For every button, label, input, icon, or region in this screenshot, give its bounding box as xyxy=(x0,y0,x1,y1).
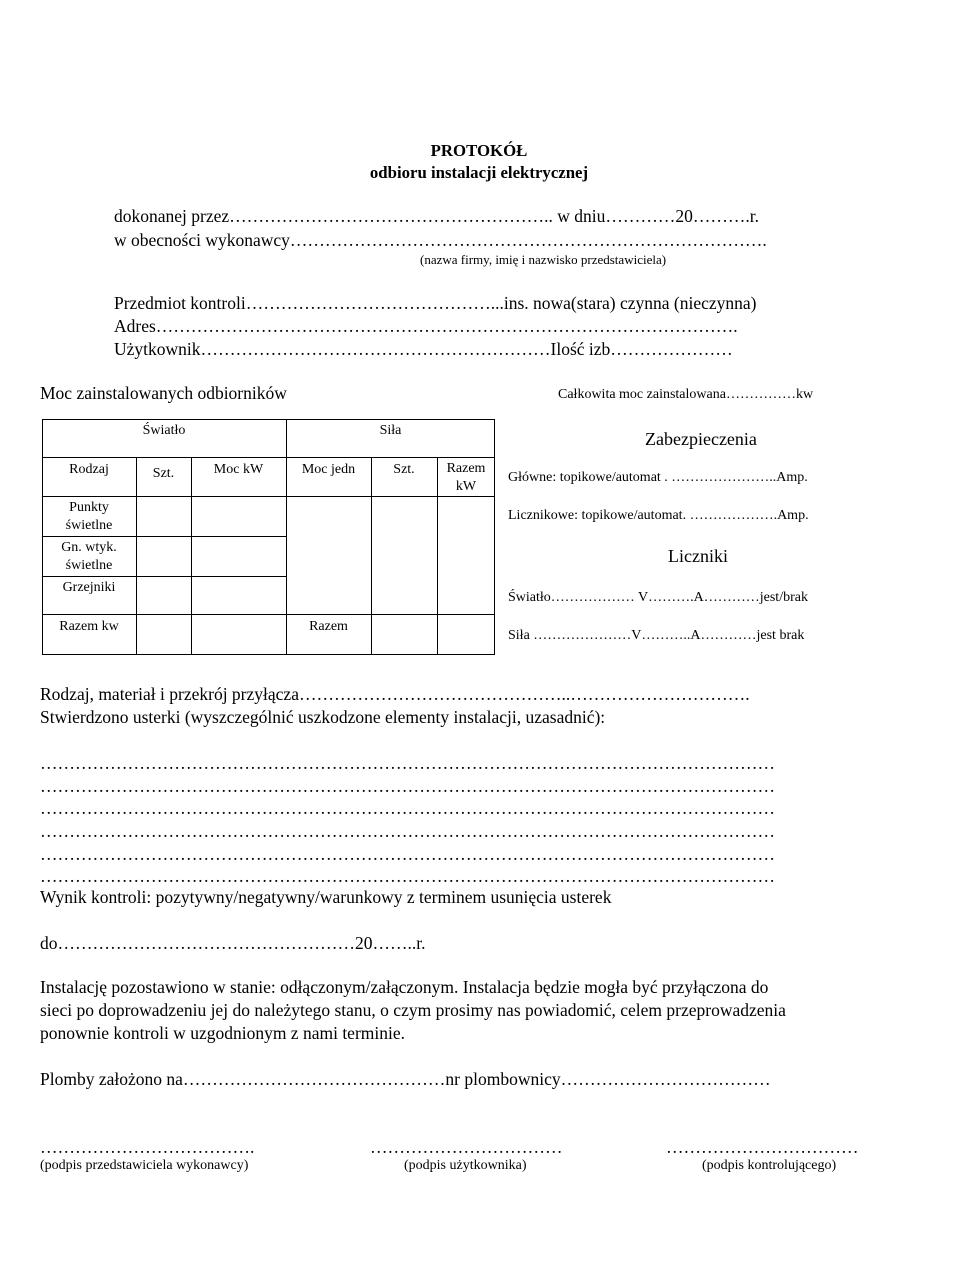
row-gniazda-wtykowe: Gn. wtyk. świetlne xyxy=(61,540,117,573)
address-line: Adres………………………………………………………………………………………. xyxy=(114,316,738,336)
zabezpieczenia-title: Zabezpieczenia xyxy=(645,429,757,449)
group-header-swiatlo: Światło xyxy=(142,423,186,438)
total-power-line: Całkowita moc zainstalowana……………kw xyxy=(558,387,814,402)
inspection-subject-line: Przedmiot kontroli……………………………………...ins. nowa(stara) czynna (nieczynna) xyxy=(114,293,757,313)
defects-dotted-line: ……………………………………………………………………………………………………………… xyxy=(40,753,775,773)
defects-dotted-line: ……………………………………………………………………………………………………………… xyxy=(40,866,775,886)
signature-label-inspector: (podpis kontrolującego) xyxy=(702,1158,837,1173)
row-punkty-swietlne: Punkty świetlne xyxy=(65,500,113,533)
glowne-line: Główne: topikowe/automat . …………………..Amp. xyxy=(508,470,808,485)
instalacja-paragraph-line2: sieci po doprowadzeniu jej do należytego stanu, o czym prosimy nas powiadomić, celem przeprowadzenia xyxy=(40,1000,786,1020)
przylacze-line: Rodzaj, materiał i przekrój przyłącza………………………………………..…………………………. xyxy=(40,684,750,704)
instalacja-paragraph-line3: ponownie kontroli w uzgodnionym z nami terminie. xyxy=(40,1023,406,1043)
signature-label-user: (podpis użytkownika) xyxy=(404,1158,527,1173)
document-subtitle: odbioru instalacji elektrycznej xyxy=(369,163,589,182)
document-title: PROTOKÓŁ xyxy=(430,141,528,160)
col-moc-kw: Moc kW xyxy=(213,462,264,477)
col-razem-kw: Razem kW xyxy=(446,461,486,494)
col-rodzaj: Rodzaj xyxy=(69,462,109,477)
signature-dots-contractor: ………………………………. xyxy=(40,1137,255,1157)
defects-dotted-line: ……………………………………………………………………………………………………………… xyxy=(40,844,775,864)
row-grzejniki: Grzejniki xyxy=(62,580,116,595)
col-moc-jedn: Moc jedn xyxy=(301,462,356,477)
defects-dotted-line: ……………………………………………………………………………………………………………… xyxy=(40,798,775,818)
licznik-sila-line: Siła …………………V………..A…………jest brak xyxy=(508,628,805,643)
col-szt-sila: Szt. xyxy=(393,462,415,477)
executor-line: dokonanej przez……………………………………………….. w dniu…………20……….r. xyxy=(114,206,760,226)
contractor-presence-line: w obecności wykonawcy………………………………………………………………………. xyxy=(114,230,767,250)
signature-dots-user: …………………………… xyxy=(370,1137,563,1157)
wynik-kontroli-line: Wynik kontroli: pozytywny/negatywny/warunkowy z terminem usunięcia usterek xyxy=(40,887,612,907)
instalacja-paragraph-line1: Instalację pozostawiono w stanie: odłączonym/załączonym. Instalacja będzie mogła być przyłączona do xyxy=(40,977,769,997)
col-szt-swiatlo: Szt. xyxy=(152,466,175,481)
defects-dotted-line: ……………………………………………………………………………………………………………… xyxy=(40,821,775,841)
defects-dotted-line: ……………………………………………………………………………………………………………… xyxy=(40,776,775,796)
group-header-sila: Siła xyxy=(379,423,402,438)
signature-label-contractor: (podpis przedstawiciela wykonawcy) xyxy=(40,1158,249,1173)
row-razem: Razem xyxy=(309,619,348,634)
signature-dots-inspector: …………………………… xyxy=(666,1137,859,1157)
licznikowe-line: Licznikowe: topikowe/automat. ……………….Amp. xyxy=(508,508,809,523)
deadline-line: do……………………………………………20……..r. xyxy=(40,933,426,953)
usterki-label: Stwierdzono usterki (wyszczególnić uszkodzone elementy instalacji, uzasadnić): xyxy=(40,707,606,727)
liczniki-title: Liczniki xyxy=(668,546,728,566)
contractor-note: (nazwa firmy, imię i nazwisko przedstawiciela) xyxy=(420,252,667,267)
row-razem-kw: Razem kw xyxy=(59,619,119,634)
installed-power-title: Moc zainstalowanych odbiorników xyxy=(40,383,287,403)
plomby-line: Plomby założono na………………………………………nr plombownicy……………………………… xyxy=(40,1069,771,1089)
licznik-swiatlo-line: Światło……………… V……….A…………jest/brak xyxy=(508,590,808,605)
user-line: Użytkownik……………………………………………………Ilość izb………………… xyxy=(114,339,733,359)
